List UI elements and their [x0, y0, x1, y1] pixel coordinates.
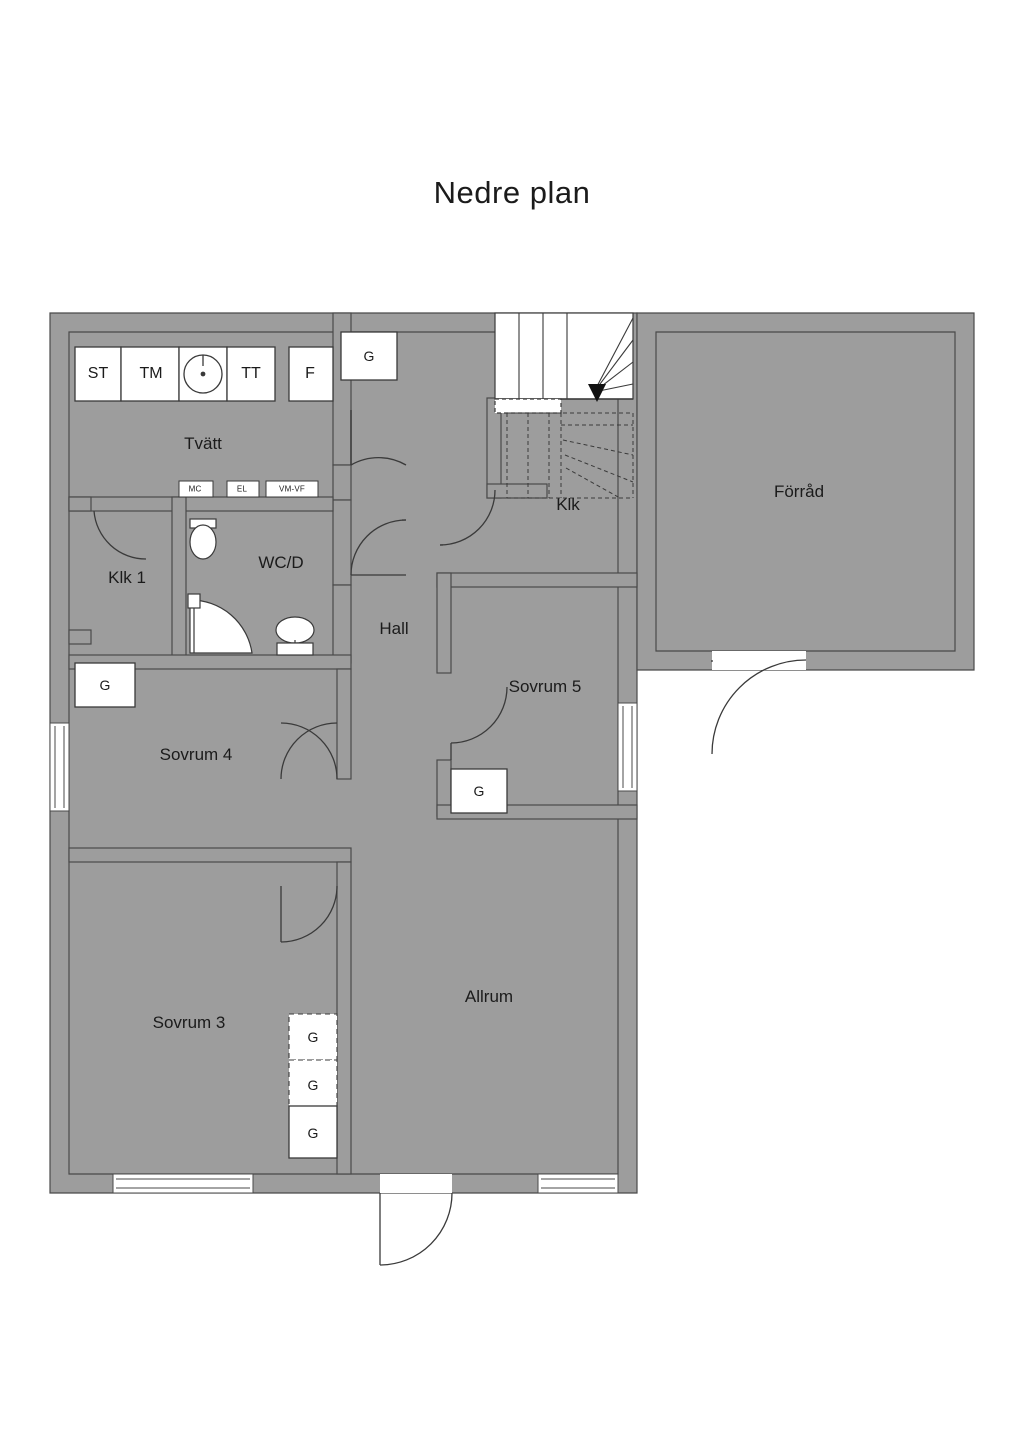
- toilet-bowl-icon: [190, 525, 216, 559]
- wall-spine-lower: [333, 585, 351, 663]
- stair-landing: [495, 399, 561, 413]
- appliance-label-tm: TM: [139, 365, 163, 382]
- room-label-tvatt: Tvätt: [184, 434, 222, 453]
- washbasin-counter-icon: [277, 643, 313, 655]
- window-sovrum4: [50, 723, 69, 811]
- marker-label-vmvf: VM-VF: [279, 484, 305, 494]
- appliance-label-f: F: [305, 365, 315, 382]
- page-title: Nedre plan: [433, 175, 591, 210]
- wall-sovrum5-top: [437, 573, 637, 587]
- window-allrum: [538, 1174, 618, 1193]
- closet-label-hall: G: [363, 348, 375, 364]
- laundry-units: [75, 347, 333, 401]
- wall-spine-tvatt: [333, 465, 351, 500]
- room-label-sovrum4: Sovrum 4: [159, 745, 233, 764]
- wall-sovrum3-allrum: [337, 862, 351, 1174]
- wall-klk1-top: [69, 497, 91, 511]
- wall-klk1-jog: [69, 630, 91, 644]
- closet-label-sovrum3-2: G: [307, 1077, 319, 1093]
- wall-sovrum5-left-upper: [437, 573, 451, 673]
- marker-label-el: EL: [236, 484, 248, 494]
- window-sovrum5: [618, 703, 637, 791]
- wall-sovrum4-bottom: [69, 848, 351, 862]
- washbasin-icon: [276, 617, 314, 643]
- closet-label-sovrum5: G: [473, 783, 485, 799]
- closet-label-sovrum3-1: G: [307, 1029, 319, 1045]
- appliance-label-st: ST: [87, 365, 109, 382]
- room-label-forrad: Förråd: [773, 482, 825, 501]
- room-label-wcd: WC/D: [258, 553, 304, 572]
- room-label-hall: Hall: [379, 619, 409, 638]
- wall-klk1-wc: [172, 497, 186, 657]
- sink-drain-icon: [201, 372, 206, 377]
- entry-door-opening: [380, 1174, 452, 1193]
- wall-spine-wc: [333, 500, 351, 585]
- room-label-klk1: Klk 1: [108, 568, 146, 587]
- appliance-label-tt: TT: [241, 365, 261, 382]
- closet-label-sovrum3-3: G: [307, 1125, 319, 1141]
- window-sovrum3: [113, 1174, 253, 1193]
- wall-klk-bottom-left: [487, 484, 547, 498]
- room-label-sovrum5: Sovrum 5: [508, 677, 582, 696]
- stair-straight-run: [495, 313, 633, 399]
- shower-mixer-icon: [188, 594, 200, 608]
- wall-sovrum4-right: [337, 669, 351, 779]
- marker-label-mc: MC: [188, 484, 202, 494]
- room-label-allrum: Allrum: [464, 987, 514, 1006]
- room-label-klk: Klk: [556, 495, 580, 514]
- wall-tvatt-bottom: [69, 497, 333, 511]
- room-label-sovrum3: Sovrum 3: [152, 1013, 226, 1032]
- closet-label-sovrum4: G: [99, 677, 111, 693]
